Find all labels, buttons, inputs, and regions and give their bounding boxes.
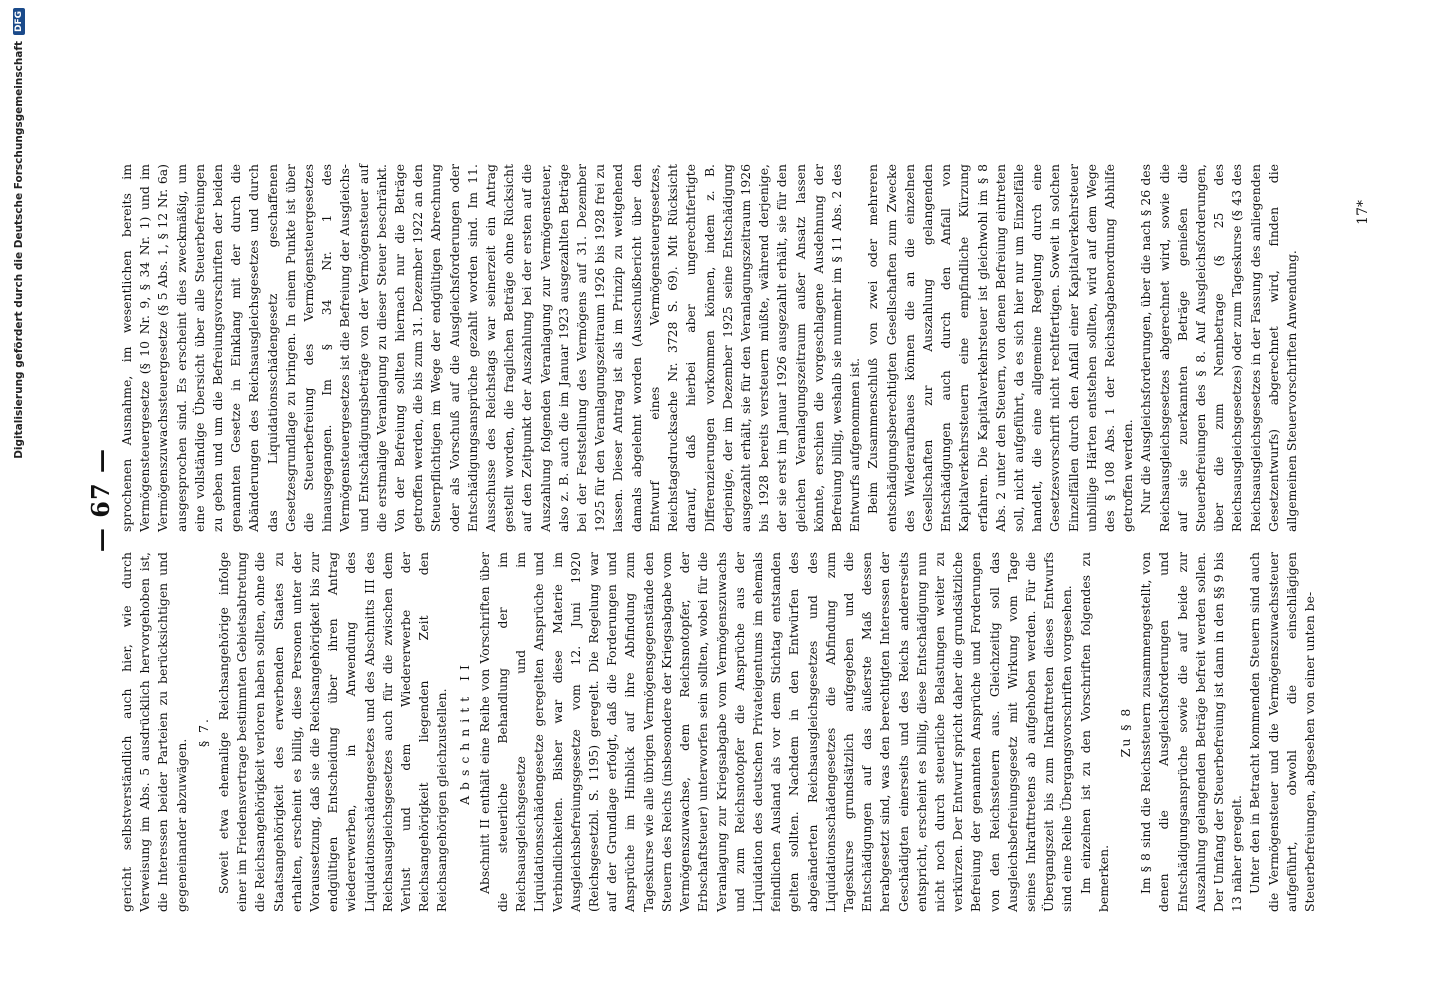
section-heading: § 7. xyxy=(195,717,211,747)
paragraph: Im einzelnen ist zu den Vorschriften folgendes zu bemerken. xyxy=(1077,552,1111,912)
dfg-logo: DFG xyxy=(13,8,25,35)
section-heading: Abschnitt II xyxy=(456,659,472,805)
paragraph: Beim Zusammenschluß von zwei oder mehreren entschädigungsberechtigten Gesellschaften zum Zwecke des Wiederaufbaues können die an die einzelnen Gesellschaften zur Auszahlung gelangenden Entschädigungen auch durch den Anfall von Kapitalverkehrssteuern eine empfindliche Kürzung erfahren. Die Kapitalverkehrsteuer ist gleichwohl im § 8 Abs. 2 unter den Steuern, von denen Befreiung eintreten soll, nicht aufgeführt, da es sich hier nur um Einzelfälle handelt, die eine allgemeine Regelung durch eine Gesetzesvorschrift nicht rechtfertigen. Soweit in solchen Einzelfällen durch den Anfall einer Kapitalverkehrsteuer unbillige Härten entstehen sollten, wird auf dem Wege des § 108 Abs. 1 der Reichsabgabenordnung Abhilfe getroffen werden. xyxy=(865,164,1136,532)
paragraph: Unter den in Betracht kommenden Steuern sind auch die Vermögensteuer und die Vermögenszuwachssteuer aufgeführt, obwohl die einschlägigen Steuerbefreiungen, abgesehen von einer unten be- xyxy=(1247,552,1317,912)
paragraph: sprochenen Ausnahme, im wesentlichen bereits im Vermögensteuergesetze (§ 10 Nr. 9, § 34 Nr. 1) und im Vermögenszuwachssteuergesetze (§ 5 Abs. 1, § 12 Nr. 6a) ausgesprochen sind. Es erscheint dies zweckmäßig, um eine vollständige Übersicht über alle Steuerbefreiungen zu geben und um die Befreiungsvorschriften der beiden genannten Gesetze in Einklang mit der durch die Abänderungen des Reichsausgleichsgesetzes und durch das Liquidationsschädengesetz geschaffenen Gesetzesgrundlage zu bringen. In einem Punkte ist über die Steuerbefreiung des Vermögensteuergesetzes hinausgegangen. Im § 34 Nr. 1 des Vermögensteuergesetzes ist die Befreiung der Ausgleichs- und Entschädigungsbeträge von der Vermögensteuer auf die erstmalige Veranlagung zu dieser Steuer beschränkt. Von der Befreiung sollten hiernach nur die Beträge getroffen werden, die bis zum 31. Dezember 1922 an den Steuerpflichtigen im Wege der endgültigen Abrechnung oder als Vorschuß auf die Ausgleichsforderungen oder Entschädigungsansprüche gezahlt worden sind. Im 11. Ausschusse des Reichstags war seinerzeit ein Antrag gestellt worden, die fraglichen Beträge ohne Rücksicht auf den Zeitpunkt der Auszahlung bei der ersten auf die Auszahlung folgenden Veranlagung zur Vermögensteuer, also z. B. auch die im Januar 1923 ausgezahlten Beträge bei der Feststellung des Vermögens auf 31. Dezember 1925 für den Veranlagungszeitraum 1926 bis 1928 frei zu lassen. Dieser Antrag ist als im Prinzip zu weitgehend damals abgelehnt worden (Ausschußbericht über den Entwurf eines Vermögensteuergesetzes, Reichstagsdrucksache Nr. 3728 S. 69). Mit Rücksicht darauf, daß hierbei aber ungerechtfertigte Differenzierungen vorkommen können, indem z. B. derjenige, der im Dezember 1925 seine Entschädigung ausgezahlt erhält, sie für den Veranlagungszeitraum 1926 bis 1928 bereits versteuern müßte, während derjenige, der sie erst im Januar 1926 ausgezahlt erhält, sie für den gleichen Veranlagungszeitraum außer Ansatz lassen könnte, erschien die vorgeschlagene Ausdehnung der Befreiung billig, weshalb sie nunmehr im § 11 Abs. 2 des Entwurfs aufgenommen ist. xyxy=(119,164,863,532)
paragraph: gericht selbstverständlich auch hier, wie durch Verweisung im Abs. 5 ausdrücklich hervorgehoben ist, die Interessen beider Parteien zu berücksichtigen und gegeneinander abzuwägen. xyxy=(119,552,189,912)
paragraph: Soweit etwa ehemalige Reichsangehörige infolge einer im Friedensvertrage bestimmten Gebietsabtretung die Reichsangehörigkeit verloren haben sollten, ohne die Staatsangehörigkeit des erwerbenden Staates zu erhalten, erscheint es billig, diese Personen unter der Voraussetzung, daß sie die Reichsangehörigkeit bis zur endgültigen Entscheidung über ihren Antrag wiedererwerben, in Anwendung des Liquidationsschädengesetzes und des Abschnitts III des Reichsausgleichsgesetzes auch für die zwischen dem Verlust und dem Wiedererwerbe der Reichsangehörigkeit liegenden Zeit den Reichsangehörigen gleichzustellen. xyxy=(216,552,450,912)
paragraph: Im § 8 sind die Reichssteuern zusammengestellt, von denen die Ausgleichsforderungen und Entschädigungsansprüche sowie die auf beide zur Auszahlung gelangenden Beträge befreit werden sollen. Der Umfang der Steuerbefreiung ist dann in den §§ 9 bis 13 näher geregelt. xyxy=(1138,552,1245,912)
left-column xyxy=(118,552,1319,912)
section-heading: Zu § 8 xyxy=(1117,706,1133,758)
digitization-note: Digitalisierung gefördert durch die Deutsche Forschungsgemeinschaft xyxy=(13,41,25,459)
right-column xyxy=(118,164,1301,532)
digitization-credit xyxy=(8,0,30,1000)
paragraph: Abschnitt II enthält eine Reihe von Vorschriften über die steuerliche Behandlung der im Reichsausgleichsgesetze und im Liquidationsschädengesetze geregelten Ansprüche und Verbindlichkeiten. Bisher war diese Materie im Ausgleichsbefreiungsgesetze vom 12. Juni 1920 (Reichsgesetzbl. S. 1195) geregelt. Die Regelung war auf der Grundlage erfolgt, daß die Forderungen und Ansprüche im Hinblick auf ihre Abfindung zum Tageskurse wie alle übrigen Vermögensgegenstände den Steuern des Reichs (insbesondere der Kriegsabgabe vom Vermögenszuwachse, dem Reichsnotopfer, der Erbschaftsteuer) unterworfen sein sollten, wobei für die Veranlagung zur Kriegsabgabe vom Vermögenszuwachs und zum Reichsnotopfer die Ansprüche aus der Liquidation des deutschen Privateigentums im ehemals feindlichen Ausland als vor dem Stichtag entstanden gelten sollten. Nachdem in den Entwürfen des abgeänderten Reichsausgleichsgesetzes und des Liquidationsschädengesetzes die Abfindung zum Tageskurse grundsätzlich aufgegeben und die Entschädigungen auf das äußerste Maß dessen herabgesetzt sind, was den berechtigten Interessen der Geschädigten einerseits und des Reichs andererseits entspricht, erscheint es billig, diese Entschädigung nun nicht noch durch steuerliche Belastungen weiter zu verkürzen. Der Entwurf spricht daher die grundsätzliche Befreiung der genannten Ansprüche und Forderungen von den Reichssteuern aus. Gleichzeitig soll das Ausgleichsbefreiungsgesetz mit Wirkung vom Tage seines Inkrafttretens ab aufgehoben werden. Für die Übergangszeit bis zum Inkrafttreten dieses Entwurfs sind eine Reihe Übergangsvorschriften vorgesehen. xyxy=(476,552,1075,912)
page-header: — 67 — xyxy=(86,447,115,553)
signature-mark: 17* xyxy=(1355,200,1371,225)
paragraph: Nur die Ausgleichsforderungen, über die nach § 26 des Reichsausgleichsgesetzes abgerechnet wird, sowie die auf sie zuerkannten Beträge genießen die Steuerbefreiungen des § 8. Auf Ausgleichsforderungen, über die zum Nennbetrage (§ 25 des Reichsausgleichsgesetzes) oder zum Tageskurse (§ 43 des Reichsausgleichsgesetzes in der Fassung des anliegenden Gesetzentwurfs) abgerechnet wird, finden die allgemeinen Steuervorschriften Anwendung. xyxy=(1138,164,1299,532)
